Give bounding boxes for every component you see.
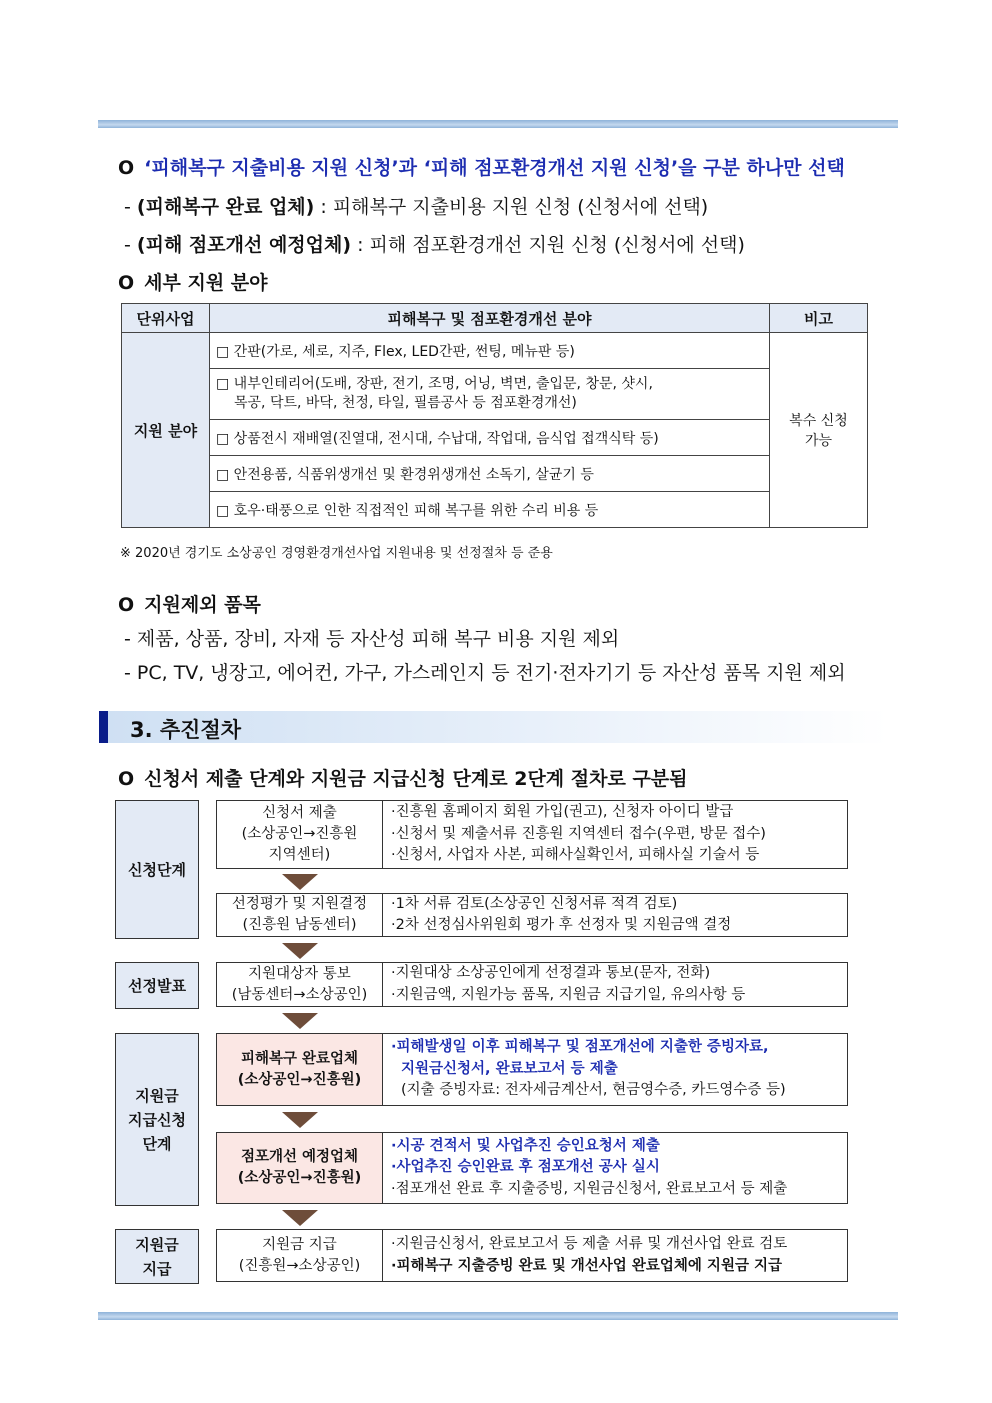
step-line: (소상공인→진흥원) [237, 1170, 362, 1186]
table-row: □ 간판(가로, 세로, 지주, Flex, LED간판, 썬팅, 메뉴판 등) [210, 333, 770, 369]
step-pay-details [383, 1229, 848, 1282]
detail-line: ·신청서 및 제출서류 진흥원 지역센터 접수(우편, 방문 접수) [391, 825, 766, 842]
stage-label: 신청단계 [128, 860, 186, 879]
dash: - [124, 196, 137, 218]
header-unit: 단위사업 [122, 304, 210, 333]
detail-line: (지출 증빙자료: 전자세금계산서, 현금영수증, 카드영수증 등) [401, 1082, 786, 1099]
step-line: 지원대상자 통보 [248, 965, 351, 982]
step-line: 피해복구 완료업체 [240, 1050, 359, 1067]
stage-apply [115, 800, 199, 939]
stage-payment [115, 1229, 199, 1284]
sub-text: : 피해 점포환경개선 지원 신청 (신청서에 선택) [351, 234, 745, 256]
down-arrow-icon [280, 1112, 320, 1128]
detail-line: ·1차 서류 검토(소상공인 신청서류 적격 검토) [391, 895, 678, 912]
down-arrow-icon [280, 943, 320, 959]
down-arrow-icon [280, 874, 320, 890]
sub-planned-business [124, 230, 745, 257]
detail-line: ·피해발생일 이후 피해복구 및 점포개선에 지출한 증빙자료, [391, 1039, 769, 1056]
step-pay-support [216, 1229, 383, 1282]
step-line: (진흥원→소상공인) [238, 1257, 361, 1274]
table-row [210, 369, 770, 420]
bullet-select-one [118, 153, 845, 180]
down-arrow-icon [280, 1210, 320, 1226]
step-line: 선정평가 및 지원결정 [231, 896, 368, 912]
step-line: 신청서 제출 [262, 805, 337, 821]
stage-label: 지급신청 [128, 1110, 186, 1129]
bullet-two-stages [118, 764, 688, 791]
detail-line: 지원금신청서, 완료보고서 등 제출 [401, 1060, 618, 1077]
step-notify-recipients [216, 962, 383, 1007]
step-submit-details [383, 800, 848, 869]
bottom-rule [98, 1312, 898, 1320]
bullet-text: 신청서 제출 단계와 지원금 지급신청 단계로 2단계 절차로 구분됨 [144, 768, 688, 790]
bullet-mark: O [118, 272, 135, 294]
section-title: 3. 추진절차 [130, 718, 242, 742]
row-line: 목공, 닥트, 바닥, 천정, 타일, 필름공사 등 점포환경개선) [234, 395, 577, 411]
down-arrow-icon [280, 1013, 320, 1029]
step-selection-evaluation [216, 893, 383, 937]
detail-line: ·피해복구 지출증빙 완료 및 개선사업 완료업체에 지원금 지급 [391, 1257, 783, 1274]
stage-payment-request [115, 1033, 199, 1206]
stage-label: 선정발표 [128, 976, 186, 995]
detail-line: ·지원금액, 지원가능 품목, 지원금 지급기일, 유의사항 등 [391, 986, 746, 1003]
category-cell: 지원 분야 [122, 333, 210, 528]
row-line: □ 내부인테리어(도배, 장판, 전기, 조명, 어닝, 벽면, 출입문, 창문, 샷시, [216, 376, 653, 392]
sub-bold: (피해 점포개선 예정업체) [136, 234, 352, 256]
step-line: 지원금 지급 [262, 1236, 337, 1253]
step-line: (소상공인→진흥원) [237, 1071, 362, 1088]
stage-label: 지원금 [135, 1086, 179, 1105]
step-selection-details [383, 893, 848, 937]
bullet-exclusions [118, 590, 261, 617]
bullet-mark: O [118, 157, 135, 179]
step-improvement-details [383, 1132, 848, 1204]
exclusion-line-1: - 제품, 상품, 장비, 자재 등 자산성 피해 복구 비용 지원 제외 [124, 628, 620, 650]
dash: - [124, 234, 137, 256]
table-row: □ 상품전시 재배열(진열대, 전시대, 수납대, 작업대, 음식업 접객식탁 등) [210, 420, 770, 456]
bullet-text: ‘피해복구 지출비용 지원 신청’과 ‘피해 점포환경개선 지원 신청’을 구분 하나만 선택 [144, 157, 845, 179]
bullet-mark: O [118, 594, 135, 616]
step-line: (진흥원 남동센터) [242, 917, 357, 933]
top-rule [98, 120, 898, 128]
step-line: (소상공인→진흥원 [241, 826, 358, 842]
stage-label: 단계 [142, 1134, 172, 1153]
detail-line: ·진흥원 홈페이지 회원 가입(권고), 신청자 아이디 발급 [391, 804, 734, 821]
section-heading [99, 711, 888, 743]
bullet-mark: O [118, 768, 135, 790]
step-recovery-details [383, 1033, 848, 1106]
sub-bold: (피해복구 완료 업체) [136, 196, 315, 218]
sub-completed-business [124, 192, 708, 219]
stage-label: 지원금 [135, 1235, 179, 1254]
detail-line: ·사업추진 승인완료 후 점포개선 공사 실시 [391, 1159, 660, 1176]
bullet-text: 세부 지원 분야 [144, 272, 268, 294]
step-recovery-completed [216, 1033, 383, 1106]
bullet-text: 지원제외 품목 [144, 594, 261, 616]
support-table [121, 303, 868, 528]
bullet-detail-areas [118, 268, 268, 295]
table-row: □ 안전용품, 식품위생개선 및 환경위생개선 소독기, 살균기 등 [210, 456, 770, 492]
step-line: 점포개선 예정업체 [240, 1149, 359, 1165]
detail-line: ·점포개선 완료 후 지출증빙, 지원금신청서, 완료보고서 등 제출 [391, 1180, 788, 1197]
step-improvement-planned [216, 1132, 383, 1204]
detail-line: ·지원금신청서, 완료보고서 등 제출 서류 및 개선사업 완료 검토 [391, 1236, 788, 1252]
step-submit-application [216, 800, 383, 869]
step-notify-details [383, 962, 848, 1007]
step-line: (남동센터→소상공인) [231, 986, 368, 1003]
sub-text: : 피해복구 지출비용 지원 신청 (신청서에 선택) [314, 196, 709, 218]
note-cell [770, 333, 868, 528]
detail-line: ·신청서, 사업자 사본, 피해사실확인서, 피해사실 기술서 등 [391, 847, 760, 864]
stage-label: 지급 [142, 1259, 172, 1278]
detail-line: ·2차 선정심사위원회 평가 후 선정자 및 지원금액 결정 [391, 917, 732, 933]
note-text: 복수 신청 가능 [789, 413, 848, 449]
table-row: □ 호우·태풍으로 인한 직접적인 피해 복구를 위한 수리 비용 등 [210, 492, 770, 528]
exclusion-line-2: - PC, TV, 냉장고, 에어컨, 가구, 가스레인지 등 전기·전자기기 등 자산성 품목 지원 제외 [124, 662, 846, 684]
header-area: 피해복구 및 점포환경개선 분야 [210, 304, 770, 333]
stage-announce [115, 962, 199, 1009]
header-note: 비고 [770, 304, 868, 333]
table-footnote: ※ 2020년 경기도 소상공인 경영환경개선사업 지원내용 및 선정절차 등 준용 [120, 546, 553, 561]
step-line: 지역센터) [268, 847, 331, 863]
detail-line: ·지원대상 소상공인에게 선정결과 통보(문자, 전화) [391, 965, 711, 981]
detail-line: ·시공 견적서 및 사업추진 승인요청서 제출 [391, 1137, 660, 1154]
